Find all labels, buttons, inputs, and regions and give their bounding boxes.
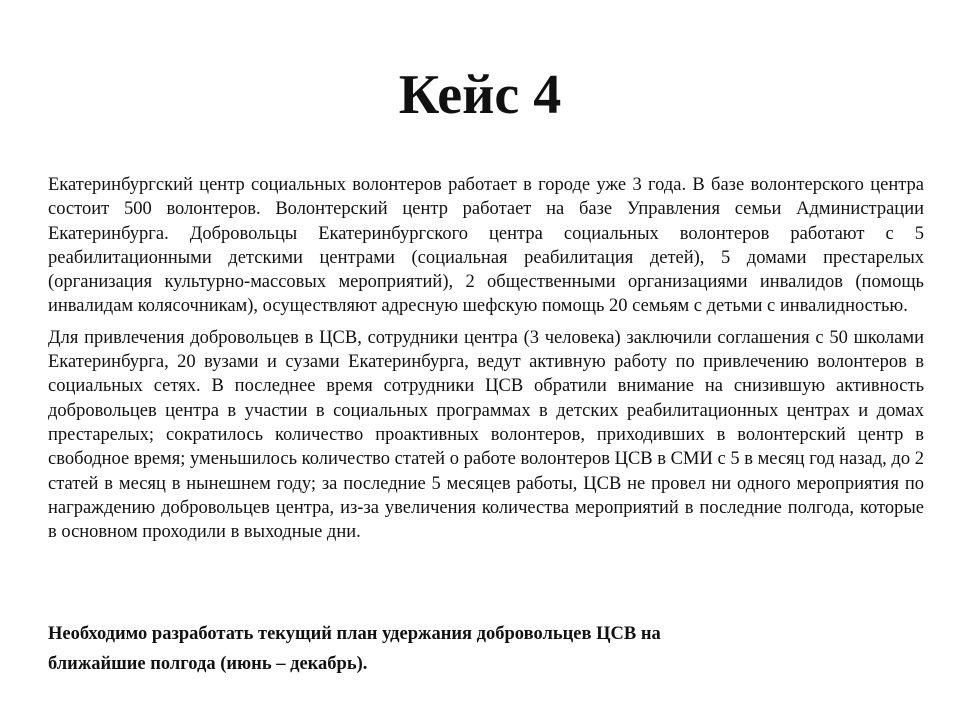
task-line-2: ближайшие полгода (июнь – декабрь).: [48, 654, 368, 674]
slide-title: Кейс 4: [398, 64, 562, 126]
case-paragraph-1: Екатеринбургский центр социальных волонтеров работает в городе уже 3 года. В базе волонтерского центра состоит 500 волонтеров. Волонтерский центр работает на базе Управления семьи Администрации Екатеринбурга. Добровольцы Екатеринбургского центра социальных волонтеров работают с 5 реабилитационными детскими центрами (социальная реабилитация детей), 5 домами престарелых (организация культурно-массовых мероприятий), 2 общественными организациями инвалидов (помощь инвалидам колясочникам), осуществляют адресную шефскую помощь 20 семьям с детьми с инвалидностью.: [48, 175, 924, 317]
task-statement: [48, 619, 768, 679]
task-line-1: Необходимо разработать текущий план удержания добровольцев ЦСВ на: [48, 624, 661, 644]
case-paragraph-2: Для привлечения добровольцев в ЦСВ, сотрудники центра (3 человека) заключили соглашения с 50 школами Екатеринбурга, 20 вузами и сузами Екатеринбурга, ведут активную работу по привлечению волонтеров в социальных сетях. В последнее время сотрудники ЦСВ обратили внимание на снизившую активность добровольцев центра в участии в социальных программах в детских реабилитационных центрах и домах престарелых; сократилось количество проактивных волонтеров, приходивших в волонтерский центр в свободное время; уменьшилось количество статей о работе волонтеров ЦСВ в СМИ с 5 в месяц год назад, до 2 статей в месяц в нынешнем году; за последние 5 месяцев работы, ЦСВ не провел ни одного мероприятия по награждению добровольцев центра, из-за увеличения количества мероприятий в последние полгода, которые в основном проходили в выходные дни.: [48, 327, 924, 543]
case-description: [48, 173, 924, 544]
